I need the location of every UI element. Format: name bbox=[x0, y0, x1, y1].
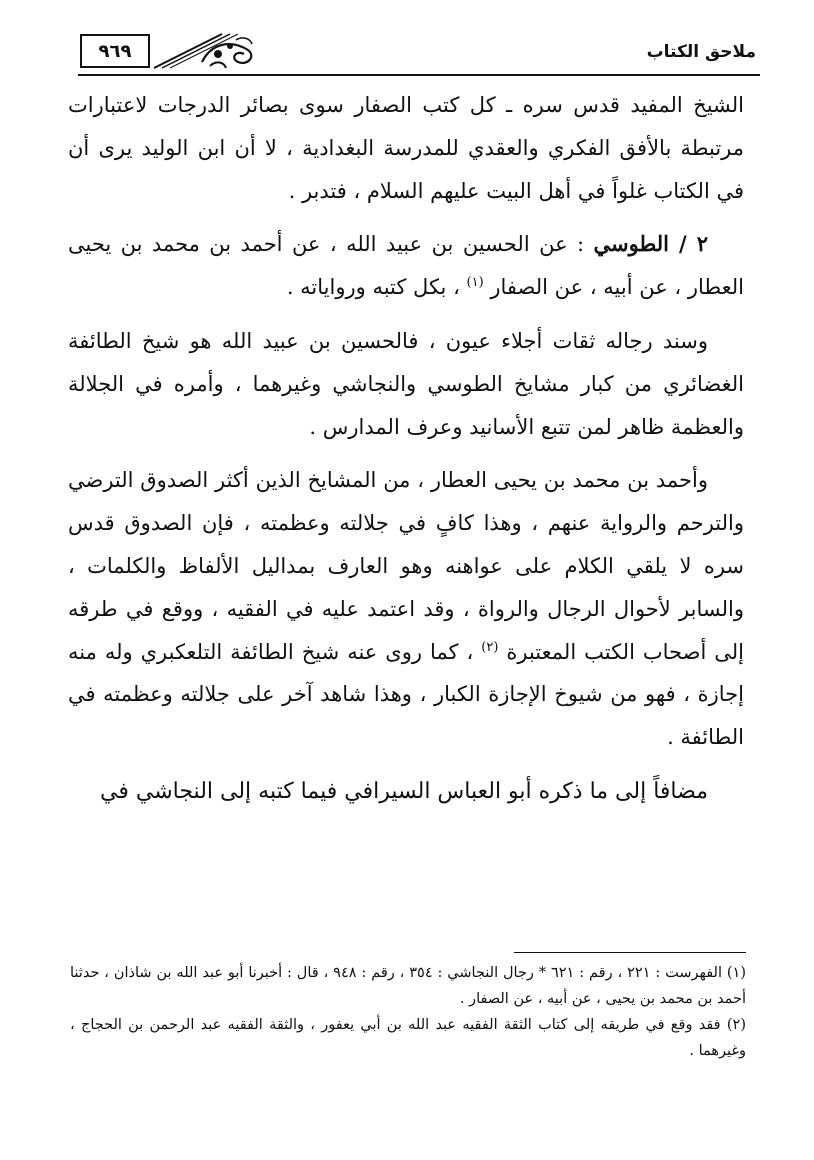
running-header bbox=[78, 28, 760, 76]
paragraph-5: مضافاً إلى ما ذكره أبو العباس السيرافي فيما كتبه إلى النجاشي في bbox=[100, 778, 708, 804]
footnotes bbox=[70, 960, 746, 1064]
page-number-box bbox=[80, 34, 150, 68]
footnote-ref-1: (١) bbox=[466, 275, 484, 291]
paragraph-4-text-b: ، كما روى عنه شيخ الطائفة التلعكبري وله منه إجازة ، فهو من شيوخ الإجازة الكبار ، وهذا شاهد آخر على جلالته وعظمته في الطائفة . bbox=[68, 639, 744, 750]
footnote-2: (٢) فقد وقع في طريقه إلى كتاب الثقة الفقيه عبد الله بن أبي يعفور ، والثقة الفقيه عبد الرحمن بن الحجاج ، وغيرهما . bbox=[70, 1017, 746, 1059]
paragraph-3: وسند رجاله ثقات أجلاء عيون ، فالحسين بن عبيد الله هو شيخ الطائفة الغضائري من كبار مشايخ الطوسي والنجاشي وغيرهما ، وأمره في الجلالة والعظمة ظاهر لمن تتبع الأسانيد وعرف المدارس . bbox=[68, 328, 744, 439]
main-text bbox=[68, 84, 744, 825]
footnote-1: (١) الفهرست : ٢٢١ ، رقم : ٦٢١ * رجال النجاشي : ٣٥٤ ، رقم : ٩٤٨ ، قال : أخبرنا أبو عبد الله بن شاذان ، حدثنا أحمد بن محمد بن يحيى ، عن أبيه ، عن الصفار . bbox=[70, 965, 746, 1007]
paragraph-2-text-b: ، بكل كتبه ورواياته . bbox=[286, 275, 467, 300]
paragraph-4-text-a: وأحمد بن محمد بن يحيى العطار ، من المشايخ الذين أكثر الصدوق الترضي والترحم والرواية عنهم ، وهذا كافٍ في جلالته وعظمته ، فإن الصدوق قدس سره لا يلقي الكلام على عواهنه وهو العارف بمداليل الألفاظ والكلمات ، والسابر لأحوال الرجال والرواة ، وقد اعتمد عليه في الفقيه ، ووقع في طرقه إلى أصحاب الكتب المعتبرة bbox=[68, 468, 744, 664]
page-number: ٩٦٩ bbox=[98, 40, 132, 62]
header-ornament-icon bbox=[152, 32, 268, 72]
footnote-separator bbox=[514, 952, 746, 953]
paragraph-4 bbox=[68, 459, 744, 759]
running-header-title: ملاحق الكتاب bbox=[646, 42, 756, 62]
paragraph-2 bbox=[68, 223, 744, 309]
paragraph-1: الشيخ المفيد قدس سره ـ كل كتب الصفار سوى بصائر الدرجات لاعتبارات مرتبطة بالأفق الفكري والعقدي للمدرسة البغدادية ، لا أن ابن الوليد يرى أن في الكتاب غلواً في أهل البيت عليهم السلام ، فتدبر . bbox=[68, 93, 744, 203]
footnote-ref-2: (٢) bbox=[481, 639, 499, 655]
paragraph-2-lead: ٢ / الطوسي bbox=[593, 231, 708, 257]
paragraph-2-text-a: : عن الحسين بن عبيد الله ، عن أحمد بن محمد بن يحيى العطار ، عن أبيه ، عن الصفار bbox=[68, 232, 744, 300]
